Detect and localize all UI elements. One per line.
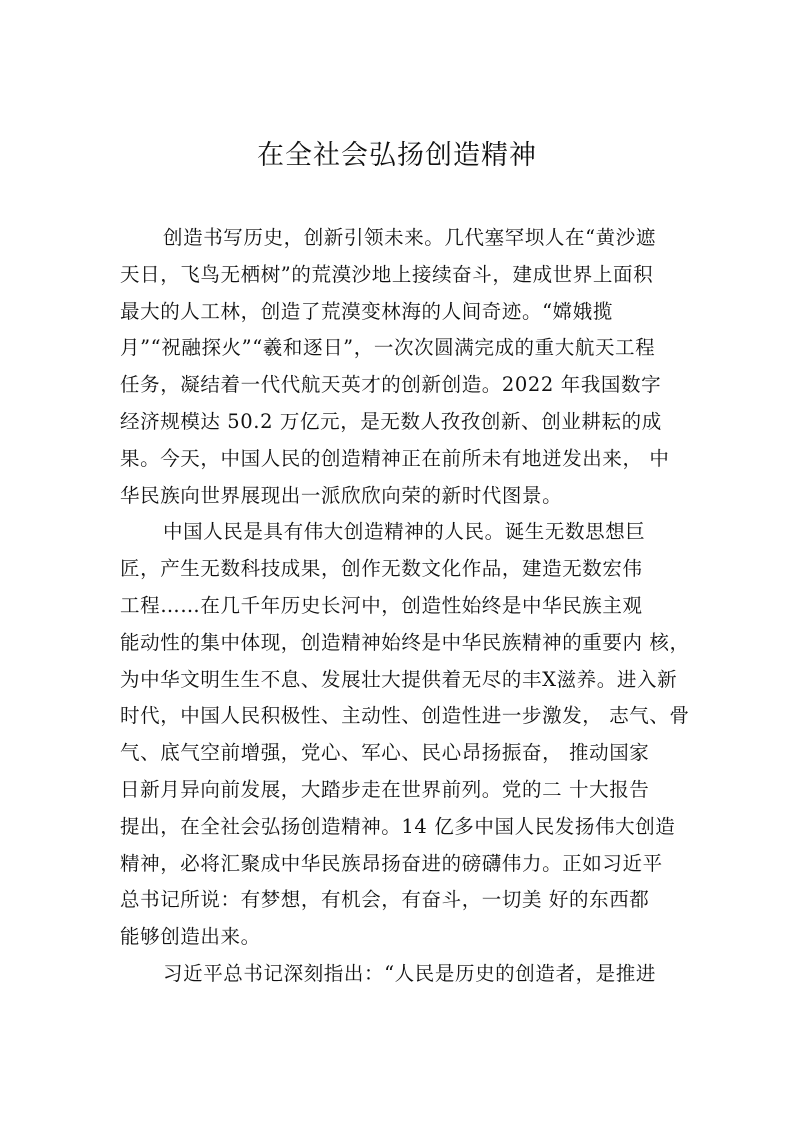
paragraph-1-line-4: 月”“祝融探火”“羲和逐日”，一次次圆满完成的重大航天工程 [120,336,656,360]
paragraph-1-line-7: 果。今天，中国人民的创造精神正在前所未有地迸发出来， 中 [120,446,670,470]
paragraph-2-line-11: 总书记所说：有梦想，有机会，有奋斗，一切美 好的东西都 [120,888,650,912]
paragraph-1-line-6: 经济规模达 50.2 万亿元，是无数人孜孜创新、创业耕耘的成 [120,409,662,433]
paragraph-2-line-7: 气、底气空前增强，党心、军心、民心昂扬振奋， 推动国家 [120,741,650,765]
paragraph-1-line-1: 创造书写历史，创新引领未来。几代塞罕坝人在“黄沙遮 [163,226,656,249]
paragraph-2-line-4: 能动性的集中体现，创造精神始终是中华民族精神的重要内 核， [120,630,690,654]
paragraph-2-line-6: 时代，中国人民积极性、主动性、创造性进一步激发， 志气、骨 [120,704,690,728]
paragraph-1-line-8: 华民族向世界展现出一派欣欣向荣的新时代图景。 [120,483,563,507]
paragraph-2-line-1: 中国人民是具有伟大创造精神的人民。诞生无数思想巨 [163,520,646,544]
paragraph-1-line-3: 最大的人工林，创造了荒漠变林海的人间奇迹。“嫦娥揽 [120,299,613,323]
paragraph-3-line-1: 习近平总书记深刻指出：“人民是历史的创造者，是推进 [163,961,656,985]
paragraph-2-line-3: 工程……在几千年历史长河中，创造性始终是中华民族主观 [120,593,643,617]
paragraph-2-line-8: 日新月异向前发展，大踏步走在世界前列。党的二 十大报告 [120,777,650,801]
paragraph-2-line-5: 为中华文明生生不息、发展壮大提供着无尽的丰X滋养。进入新 [120,667,678,691]
article-body [120,220,700,993]
paragraph-2-line-9: 提出，在全社会弘扬创造精神。14 亿多中国人民发扬伟大创造 [120,814,676,838]
paragraph-2-line-12: 能够创造出来。 [120,925,261,949]
paragraph-2-line-10: 精神，必将汇聚成中华民族昂扬奋进的磅礴伟力。正如习近平 [120,851,663,875]
paragraph-1-line-5: 任务，凝结着一代代航天英才的创新创造。2022 年我国数字 [120,373,662,397]
paragraph-2-line-2: 匠，产生无数科技成果，创作无数文化作品，建造无数宏伟 [120,557,643,581]
paragraph-1-line-2: 天日，飞鸟无栖树”的荒漠沙地上接续奋斗，建成世界上面积 [120,262,654,286]
page-title: 在全社会弘扬创造精神 [257,140,537,171]
